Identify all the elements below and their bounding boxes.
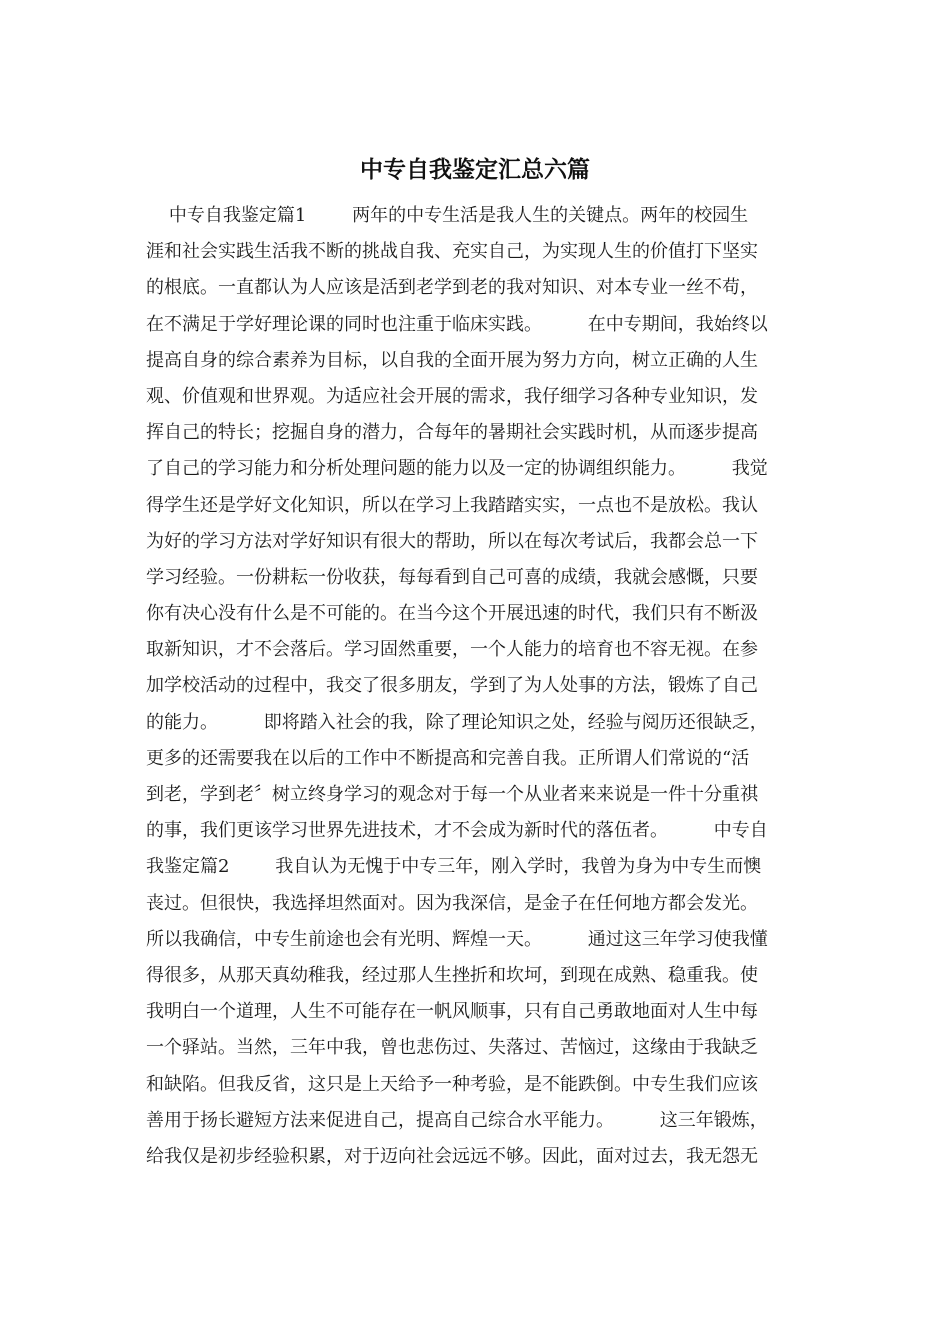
- text-line: 中专自我鉴定篇1 两年的中专生活是我人生的关键点。两年的校园生: [146, 205, 749, 226]
- text-line: 得很多，从那天真幼稚我，经过那人生挫折和坎坷，到现在成熟、稳重我。使: [146, 964, 758, 986]
- text-line: 丧过。但很快，我选择坦然面对。因为我深信，是金子在任何地方都会发光。: [146, 892, 758, 914]
- text-line: 的能力。 即将踏入社会的我，除了理论知识之处，经验与阅历还很缺乏，: [146, 711, 768, 733]
- text-line: 取新知识，才不会落后。学习固然重要，一个人能力的培育也不容无视。在参: [146, 639, 758, 661]
- text-line: 加学校活动的过程中，我交了很多朋友，学到了为人处事的方法，锻炼了自己: [146, 675, 758, 697]
- text-line: 在不满足于学好理论课的同时也注重于临床实践。 在中专期间，我始终以: [146, 313, 768, 335]
- text-line: 你有决心没有什么是不可能的。在当今这个开展迅速的时代，我们只有不断汲: [146, 603, 758, 625]
- text-line: 观、价值观和世界观。为适应社会开展的需求，我仔细学习各种专业知识，发: [146, 385, 758, 407]
- text-line: 和缺陷。但我反省，这只是上天给予一种考验，是不能跌倒。中专生我们应该: [146, 1073, 758, 1095]
- text-line: 为好的学习方法对学好知识有很大的帮助，所以在每次考试后，我都会总一下: [146, 530, 758, 552]
- text-line: 我鉴定篇2 我自认为无愧于中专三年，刚入学时，我曾为身为中专生而懊: [146, 856, 762, 878]
- text-line: 到老，学到老〞树立终身学习的观念对于每一个从业者来来说是一件十分重祺: [146, 784, 758, 805]
- text-line: 我明白一个道理，人生不可能存在一帆风顺事，只有自己勇敢地面对人生中每: [146, 1001, 758, 1023]
- text-line: 涯和社会实践生活我不断的挑战自我、充实自己，为实现人生的价值打下坚实: [146, 241, 758, 263]
- text-line: 善用于扬长避短方法来促进自己，提高自己综合水平能力。 这三年锻炼，: [146, 1109, 768, 1131]
- text-line: 的事，我们更该学习世界先进技术，才不会成为新时代的落伍者。 中专自: [146, 820, 768, 842]
- text-line: 学习经验。一份耕耘一份收获，每每看到自己可喜的成绩，我就会感慨，只要: [146, 566, 758, 588]
- text-line: 的根底。一直都认为人应该是活到老学到老的我对知识、对本专业一丝不苟，: [146, 277, 758, 299]
- text-line: 挥自己的特长；挖掘自身的潜力，合每年的暑期社会实践时机，从而逐步提高: [146, 422, 758, 444]
- text-line: 给我仅是初步经验积累，对于迈向社会远远不够。因此，面对过去，我无怨无: [146, 1145, 758, 1167]
- document-body: [146, 198, 806, 1175]
- text-line: 所以我确信，中专生前途也会有光明、辉煌一天。 通过这三年学习使我懂: [146, 928, 768, 950]
- text-line: 提高自身的综合素养为目标，以自我的全面开展为努力方向，树立正确的人生: [146, 349, 758, 371]
- text-line: 得学生还是学好文化知识，所以在学习上我踏踏实实，一点也不是放松。我认: [146, 494, 758, 516]
- document-title: 中专自我鉴定汇总六篇: [360, 156, 590, 183]
- text-line: 更多的还需要我在以后的工作中不断提高和完善自我。正所谓人们常说的“活: [146, 747, 750, 769]
- text-line: 一个驿站。当然，三年中我，曾也悲伤过、失落过、苦恼过，这缘由于我缺乏: [146, 1037, 758, 1059]
- text-line: 了自己的学习能力和分析处理问题的能力以及一定的协调组织能力。 我觉: [146, 458, 768, 480]
